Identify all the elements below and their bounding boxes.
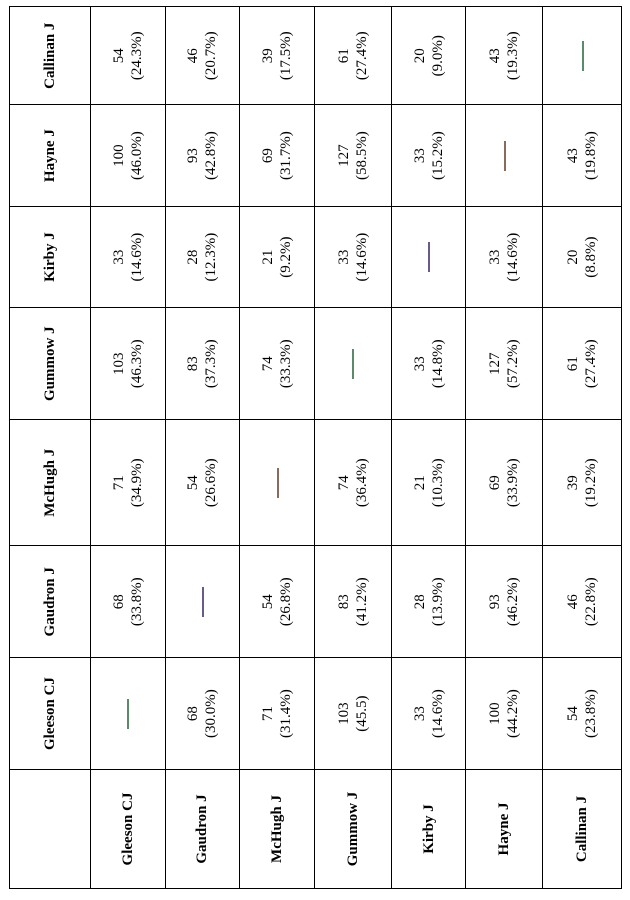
table-cell [466, 546, 543, 658]
agreement-count: 54 [110, 48, 127, 64]
agreement-percent: (30.0%) [203, 689, 220, 738]
table-row [391, 7, 466, 889]
dash-mark [504, 141, 506, 171]
column-header: Gaudron J [10, 546, 91, 658]
column-header: Gleeson CJ [10, 658, 91, 770]
table-cell [543, 546, 622, 658]
column-header: Gummow J [10, 308, 91, 420]
table-cell [240, 308, 315, 420]
row-header: Gleeson CJ [90, 769, 165, 888]
diagonal-cell [466, 105, 543, 206]
table-cell [165, 206, 240, 307]
table-cell [314, 206, 391, 307]
table-cell [165, 308, 240, 420]
corner-cell [10, 769, 91, 888]
table-cell [90, 308, 165, 420]
agreement-count: 33 [411, 356, 428, 372]
agreement-count: 54 [565, 706, 582, 722]
agreement-count: 46 [185, 48, 202, 64]
agreement-percent: (19.8%) [583, 131, 600, 180]
diagonal-cell [314, 308, 391, 420]
agreement-percent: (45.5) [353, 695, 370, 732]
table-cell [543, 658, 622, 770]
agreement-percent: (12.3%) [203, 232, 220, 282]
table-cell [466, 658, 543, 770]
table-cell [466, 7, 543, 105]
column-header: McHugh J [10, 420, 91, 546]
agreement-count: 54 [260, 594, 277, 610]
diagonal-cell [391, 206, 466, 307]
agreement-percent: (46.2%) [505, 577, 522, 627]
agreement-count: 39 [260, 48, 277, 64]
column-header: Callinan J [10, 7, 91, 105]
agreement-percent: (46.3%) [128, 339, 145, 389]
table-cell [466, 206, 543, 307]
table-cell [240, 105, 315, 206]
table-cell [391, 658, 466, 770]
agreement-percent: (14.6%) [353, 232, 370, 282]
table-cell [90, 546, 165, 658]
agreement-percent: (9.2%) [278, 236, 295, 278]
agreement-percent: (14.6%) [429, 689, 446, 738]
table-cell [165, 420, 240, 546]
dash-mark [127, 699, 129, 729]
agreement-count: 33 [335, 249, 352, 265]
table-cell [391, 420, 466, 546]
table-cell [165, 658, 240, 770]
agreement-count: 28 [185, 249, 202, 265]
agreement-percent: (58.5%) [353, 131, 370, 180]
dash-mark [277, 468, 279, 498]
table-cell [90, 206, 165, 307]
agreement-percent: (31.7%) [278, 131, 295, 180]
row-header: Hayne J [466, 769, 543, 888]
agreement-count: 127 [487, 352, 504, 375]
rotated-table-wrapper [9, 6, 622, 889]
agreement-percent: (34.9%) [128, 458, 145, 508]
agreement-count: 71 [110, 475, 127, 491]
agreement-percent: (17.5%) [278, 31, 295, 81]
table-cell [466, 420, 543, 546]
table-cell [391, 105, 466, 206]
dash-mark [582, 41, 584, 71]
agreement-count: 33 [110, 249, 127, 265]
table-cell [90, 7, 165, 105]
table-row [543, 7, 622, 889]
column-header: Kirby J [10, 206, 91, 307]
agreement-percent: (19.3%) [505, 31, 522, 81]
table-cell [314, 420, 391, 546]
agreement-count: 20 [565, 249, 582, 265]
agreement-percent: (14.6%) [505, 232, 522, 282]
agreement-percent: (33.3%) [278, 339, 295, 389]
table-cell [391, 546, 466, 658]
agreement-percent: (14.8%) [429, 339, 446, 389]
agreement-percent: (10.3%) [429, 458, 446, 508]
agreement-percent: (23.8%) [583, 689, 600, 738]
agreement-percent: (36.4%) [353, 458, 370, 508]
row-header: Callinan J [543, 769, 622, 888]
agreement-percent: (33.8%) [128, 577, 145, 627]
table-cell [240, 546, 315, 658]
agreement-percent: (26.6%) [203, 458, 220, 508]
agreement-percent: (27.4%) [353, 31, 370, 81]
agreement-percent: (20.7%) [203, 31, 220, 81]
agreement-count: 20 [411, 48, 428, 64]
table-cell [543, 105, 622, 206]
row-header: Gaudron J [165, 769, 240, 888]
table-cell [165, 7, 240, 105]
table-cell [314, 7, 391, 105]
agreement-count: 28 [411, 594, 428, 610]
dash-mark [352, 349, 354, 379]
agreement-percent: (19.2%) [583, 458, 600, 508]
diagonal-cell [240, 420, 315, 546]
agreement-percent: (44.2%) [505, 689, 522, 738]
agreement-percent: (42.8%) [203, 131, 220, 180]
agreement-count: 46 [565, 594, 582, 610]
agreement-percent: (41.2%) [353, 577, 370, 627]
agreement-percent: (15.2%) [429, 131, 446, 180]
table-cell [391, 7, 466, 105]
agreement-count: 83 [335, 594, 352, 610]
agreement-count: 68 [185, 706, 202, 722]
agreement-percent: (8.8%) [583, 236, 600, 278]
agreement-percent: (13.9%) [429, 577, 446, 627]
table-cell [314, 658, 391, 770]
diagonal-cell [543, 7, 622, 105]
table-row [240, 7, 315, 889]
agreement-count: 54 [185, 475, 202, 491]
table-row [90, 7, 165, 889]
table-cell [543, 206, 622, 307]
column-header: Hayne J [10, 105, 91, 206]
table-row [314, 7, 391, 889]
agreement-count: 93 [487, 594, 504, 610]
header-row [10, 7, 91, 889]
table-cell [314, 105, 391, 206]
agreement-count: 43 [487, 48, 504, 64]
row-header: Gummow J [314, 769, 391, 888]
table-cell [466, 308, 543, 420]
agreement-count: 21 [260, 249, 277, 265]
agreement-percent: (33.9%) [505, 458, 522, 508]
agreement-count: 68 [110, 594, 127, 610]
agreement-count: 100 [110, 144, 127, 167]
row-header: McHugh J [240, 769, 315, 888]
judges-agreement-matrix [9, 6, 622, 889]
agreement-count: 93 [185, 148, 202, 164]
agreement-count: 21 [411, 475, 428, 491]
agreement-count: 83 [185, 356, 202, 372]
agreement-count: 103 [335, 702, 352, 725]
diagonal-cell [165, 546, 240, 658]
agreement-count: 127 [335, 144, 352, 167]
agreement-count: 61 [335, 48, 352, 64]
table-cell [391, 308, 466, 420]
agreement-percent: (37.3%) [203, 339, 220, 389]
agreement-percent: (14.6%) [128, 232, 145, 282]
agreement-count: 74 [260, 356, 277, 372]
table-cell [543, 420, 622, 546]
agreement-count: 33 [411, 148, 428, 164]
agreement-count: 69 [487, 475, 504, 491]
agreement-count: 100 [487, 702, 504, 725]
agreement-percent: (24.3%) [128, 31, 145, 81]
table-cell [240, 658, 315, 770]
agreement-count: 39 [565, 475, 582, 491]
agreement-percent: (57.2%) [505, 339, 522, 389]
agreement-count: 33 [487, 249, 504, 265]
agreement-percent: (27.4%) [583, 339, 600, 389]
agreement-percent: (9.0%) [429, 35, 446, 77]
table-row [466, 7, 543, 889]
dash-mark [202, 587, 204, 617]
agreement-percent: (31.4%) [278, 689, 295, 738]
agreement-count: 43 [565, 148, 582, 164]
agreement-percent: (26.8%) [278, 577, 295, 627]
agreement-count: 103 [110, 352, 127, 375]
table-cell [543, 308, 622, 420]
table-cell [314, 546, 391, 658]
row-header: Kirby J [391, 769, 466, 888]
agreement-count: 33 [411, 706, 428, 722]
agreement-count: 61 [565, 356, 582, 372]
table-cell [165, 105, 240, 206]
agreement-count: 71 [260, 706, 277, 722]
diagonal-cell [90, 658, 165, 770]
table-cell [240, 7, 315, 105]
table-row [165, 7, 240, 889]
agreement-percent: (46.0%) [128, 131, 145, 180]
dash-mark [428, 242, 430, 272]
table-cell [90, 420, 165, 546]
agreement-count: 69 [260, 148, 277, 164]
table-cell [90, 105, 165, 206]
table-cell [240, 206, 315, 307]
agreement-count: 74 [335, 475, 352, 491]
agreement-percent: (22.8%) [583, 577, 600, 627]
